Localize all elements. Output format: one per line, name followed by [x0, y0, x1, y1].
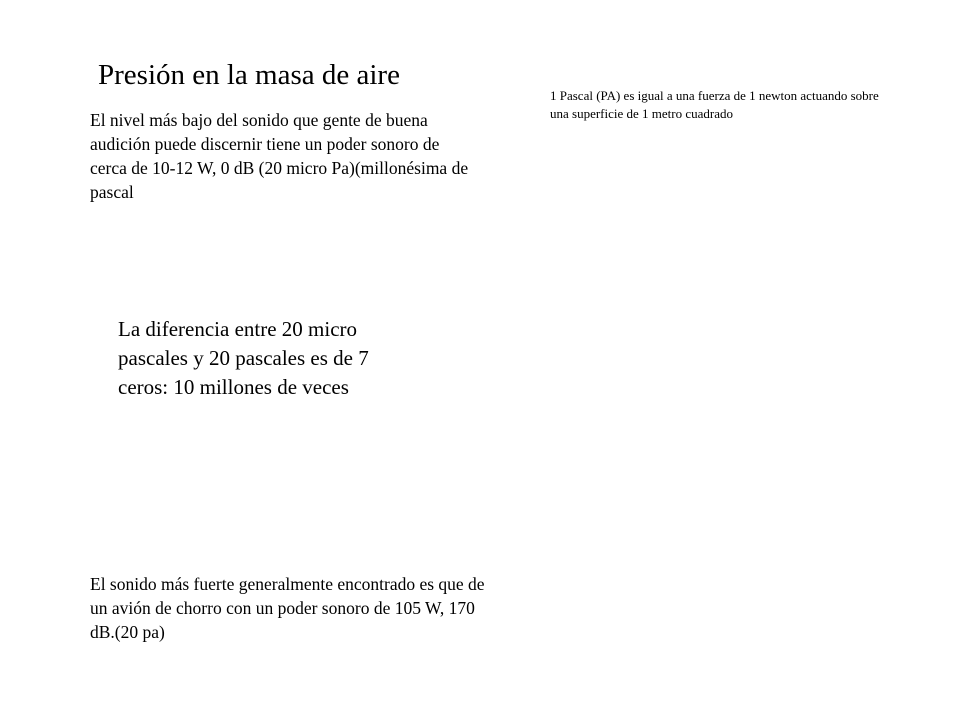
- loudest-sound-paragraph: El sonido más fuerte generalmente encontrado es que de un avión de chorro con un poder sonoro de 105 W, 170 dB.(20 pa): [90, 574, 485, 642]
- pressure-difference-paragraph: La diferencia entre 20 micro pascales y 20 pascales es de 7 ceros: 10 millones de veces: [118, 317, 369, 399]
- lowest-sound-paragraph: El nivel más bajo del sonido que gente de buena audición puede discernir tiene un poder sonoro de cerca de 10-12 W, 0 dB (20 micro Pa)(millonésima de pascal: [90, 110, 469, 202]
- slide-title: Presión en la masa de aire: [98, 59, 400, 91]
- pascal-definition-note: 1 Pascal (PA) es igual a una fuerza de 1 newton actuando sobre una superficie de 1 metro cuadrado: [550, 88, 879, 121]
